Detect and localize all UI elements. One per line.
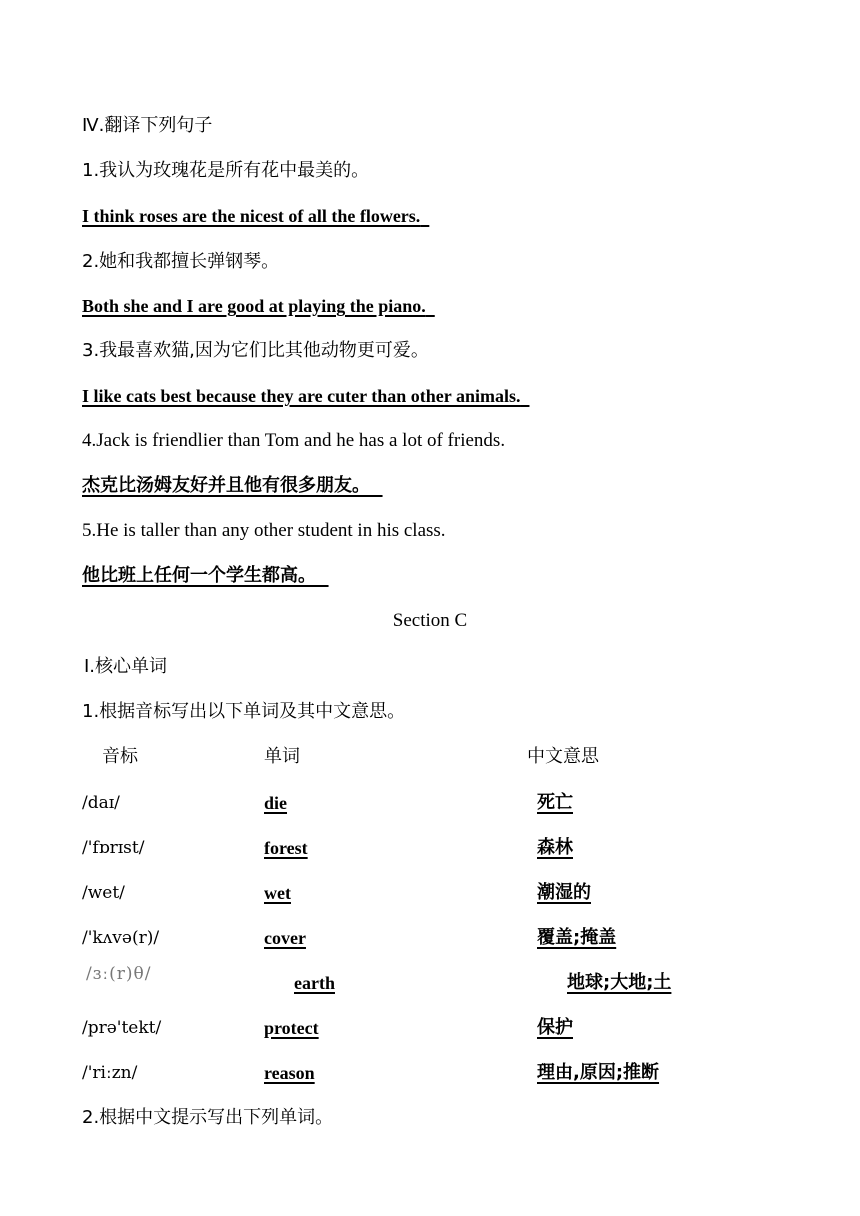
answer-5: 他比班上任何一个学生都高。	[82, 565, 316, 586]
phonetic-cell: /'riːzn/	[82, 1063, 138, 1083]
meaning-cell: 死亡	[537, 792, 573, 813]
instruction-2: 2.根据中文提示写出下列单词。	[82, 1107, 334, 1128]
word-cell: forest	[264, 838, 308, 858]
phonetic-cell: /daɪ/	[82, 793, 120, 813]
instruction-1: 1.根据音标写出以下单词及其中文意思。	[82, 701, 406, 722]
header-phonetic: 音标	[102, 746, 138, 767]
answer-3: I like cats best because they are cuter than other animals.	[82, 386, 521, 406]
phonetic-cell: /prə'tekt/	[82, 1018, 162, 1038]
question-3: 3.我最喜欢猫,因为它们比其他动物更可爱。	[82, 340, 429, 361]
phonetic-cell: /wet/	[82, 883, 125, 903]
answer-1: I think roses are the nicest of all the flowers.	[82, 206, 421, 226]
meaning-cell: 潮湿的	[537, 882, 591, 903]
meaning-cell: 覆盖;掩盖	[537, 927, 617, 948]
word-cell: protect	[264, 1018, 319, 1038]
word-cell: cover	[264, 928, 306, 948]
word-cell: wet	[264, 883, 291, 903]
question-2: 2.她和我都擅长弹钢琴。	[82, 251, 280, 272]
answer-4: 杰克比汤姆友好并且他有很多朋友。	[82, 475, 370, 496]
question-4: 4.Jack is friendlier than Tom and he has a lot of friends.	[82, 430, 506, 451]
answer-2: Both she and I are good at playing the piano.	[82, 296, 426, 316]
word-cell: earth	[294, 973, 335, 993]
word-cell: die	[264, 793, 288, 813]
header-word: 单词	[264, 746, 300, 767]
part1-heading: Ⅰ.核心单词	[84, 656, 168, 677]
phonetic-cell: /'fɒrɪst/	[82, 838, 145, 858]
question-5: 5.He is taller than any other student in his class.	[82, 520, 446, 541]
phonetic-cell: /ɜː(r)θ/	[86, 964, 152, 984]
section-title: Section C	[392, 610, 468, 631]
question-1: 1.我认为玫瑰花是所有花中最美的。	[82, 160, 370, 181]
meaning-cell: 保护	[537, 1017, 573, 1038]
word-cell: reason	[264, 1063, 315, 1083]
meaning-cell: 森林	[537, 837, 573, 858]
part4-heading: Ⅳ.翻译下列句子	[82, 115, 213, 136]
meaning-cell: 理由,原因;推断	[537, 1062, 660, 1083]
phonetic-cell: /'kʌvə(r)/	[82, 928, 160, 948]
meaning-cell: 地球;大地;土	[567, 972, 672, 993]
header-meaning: 中文意思	[527, 746, 599, 767]
